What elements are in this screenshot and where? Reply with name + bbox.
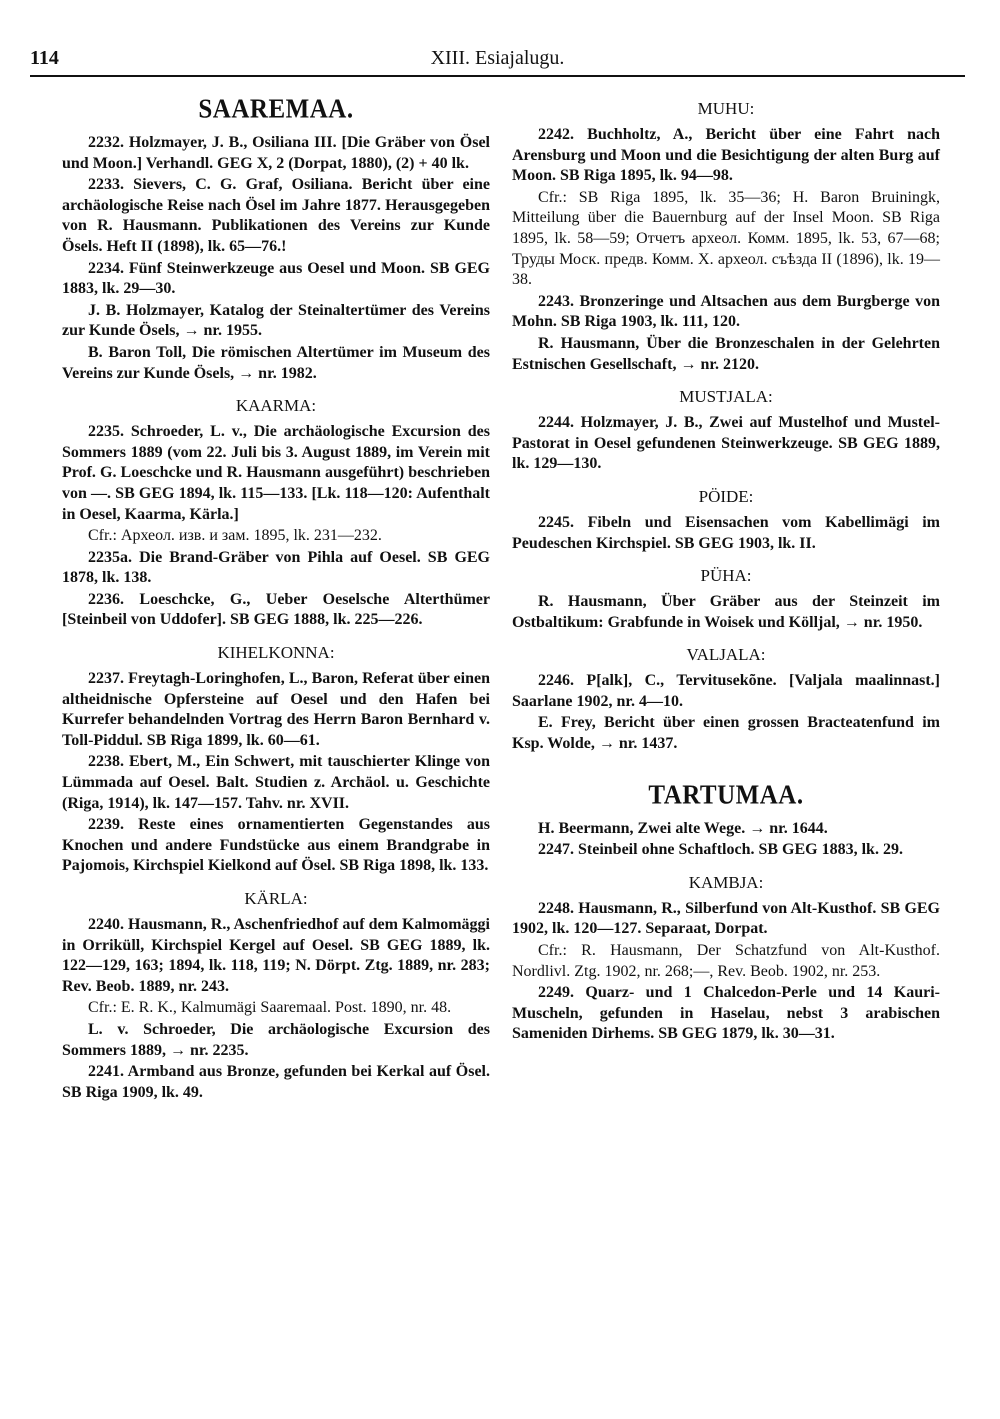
parish-heading: PÖIDE: [698, 486, 754, 506]
parish-heading: MUHU: [697, 99, 755, 118]
parish-heading: MUSTJALA: [679, 387, 773, 407]
bibliography-entry: L. v. Schroeder, Die archäologische Excursion des Sommers 1889, → nr. 2235. [62, 1020, 490, 1059]
region-heading: SAAREMAA. [198, 94, 354, 125]
region-heading: TARTUMAA. [648, 780, 804, 810]
bibliography-entry: 2240. Hausmann, R., Aschenfriedhof auf dem Kalmomäggi in Orriküll, Kirchspiel Kergel auf Oesel. SB GEG 1889, lk. 122—129, 163; 1894, lk. 118, 119; N. Dörpt. Ztg. 1889, nr. 283; Rev. Beob. 1889, nr. 243. [62, 916, 490, 995]
bibliography-entry: 2238. Ebert, M., Ein Schwert, mit tauschierter Klinge von Lümmada auf Oesel. Balt. Studien z. Archäol. u. Geschichte (Riga, 1914), lk. 147—157. Tahv. nr. XVII. [62, 753, 490, 812]
bibliography-entry: 2248. Hausmann, R., Silberfund von Alt-Kusthof. SB GEG 1902, lk. 120—127. Separaat, Dorpat. [512, 899, 940, 938]
bibliography-entry: Cfr.: E. R. K., Kalmumägi Saaremaal. Post. 1890, nr. 48. [88, 999, 452, 1017]
bibliography-entry: 2234. Fünf Steinwerkzeuge aus Oesel und Moon. SB GEG 1883, lk. 29—30. [62, 259, 490, 298]
bibliography-entry: 2243. Bronzeringe und Altsachen aus dem Burgberge von Mohn. SB Riga 1903, lk. 111, 120. [512, 292, 940, 331]
bibliography-entry: B. Baron Toll, Die römischen Altertümer im Museum des Vereins zur Kunde Ösels, → nr. 1982. [62, 343, 490, 382]
page-number: 114 [30, 47, 59, 69]
running-header [30, 47, 965, 73]
parish-heading: KIHELKONNA: [217, 643, 335, 663]
bibliography-entry: 2235a. Die Brand-Gräber von Pihla auf Oesel. SB GEG 1878, lk. 138. [62, 548, 490, 587]
parish-heading: VALJALA: [686, 645, 766, 665]
bibliography-entry: Cfr.: SB Riga 1895, lk. 35—36; H. Baron Bruiningk, Mitteilung über die Bauernburg auf der Insel Moon. SB Riga 1895, lk. 58—59; Отчетъ археол. Комм. 1895, lk. 53, 67—68; Труды Моск. предв. Комм. X. археол. съѣзда II (1896), lk. 19—38. [512, 188, 940, 289]
bibliography-entry: R. Hausmann, Über die Bronzeschalen in der Gelehrten Estnischen Gesellschaft, → nr. 2120. [512, 334, 940, 373]
bibliography-entry: 2236. Loeschcke, G., Ueber Oeselsche Alterthümer [Steinbeil von Uddofer]. SB GEG 1888, lk. 225—226. [62, 590, 490, 629]
bibliography-entry: 2247. Steinbeil ohne Schaftloch. SB GEG 1883, lk. 29. [538, 841, 903, 859]
bibliography-entry: 2244. Holzmayer, J. B., Zwei auf Mustelhof und Mustel-Pastorat in Oesel gefundenen Steinwerkzeuge. SB GEG 1889, lk. 129—130. [512, 414, 940, 473]
bibliography-entry: 2237. Freytagh-Loringhofen, L., Baron, Referat über einen altheidnische Opfersteine auf Oesel und den Hafen bei Kurrefer behandelnden Vortrag des Herrn Baron Bernhard v. Toll-Piddul. SB Riga 1899, lk. 60—61. [62, 670, 490, 749]
bibliography-entry: 2249. Quarz- und 1 Chalcedon-Perle und 14 Kauri-Muscheln, gefunden in Haselau, nebst 3 arabischen Sameniden Dirhems. SB GEG 1879, lk. 30—31. [512, 984, 940, 1043]
right-column [512, 95, 940, 1045]
header-rule [30, 75, 965, 77]
bibliography-entry: J. B. Holzmayer, Katalog der Steinaltertümer des Vereins zur Kunde Ösels, → nr. 1955. [62, 301, 490, 340]
parish-heading: PÜHA: [700, 566, 752, 586]
running-title: XIII. Esiajalugu. [430, 47, 565, 69]
parish-heading: KAARMA: [235, 396, 317, 416]
bibliography-entry: 2235. Schroeder, L. v., Die archäologische Excursion des Sommers 1889 (vom 22. Juli bis 3. August 1889, im Verein mit Prof. G. Loeschcke und R. Hausmann ausgeführt) beschrieben von —. SB GEG 1894, lk. 115—133. [Lk. 118—120: Aufenthalt in Oesel, Kaarma, Kärla.] [62, 423, 490, 523]
parish-heading: KÄRLA: [244, 889, 308, 908]
bibliography-entry: 2233. Sievers, C. G. Graf, Osiliana. Bericht über eine archäologische Reise nach Ösel im Jahre 1877. Herausgegeben von R. Hausmann. Publikationen des Vereins zur Kunde Ösels. Heft II (1898), lk. 65—76.! [62, 176, 490, 255]
bibliography-entry: 2232. Holzmayer, J. B., Osiliana III. [Die Gräber von Ösel und Moon.] Verhandl. GEG X, 2 (Dorpat, 1880), (2) + 40 lk. [62, 134, 490, 172]
bibliography-entry: Cfr.: R. Hausmann, Der Schatzfund von Alt-Kusthof. Nordlivl. Ztg. 1902, nr. 268;—, Rev. Beob. 1902, nr. 253. [512, 942, 940, 980]
parish-heading: KAMBJA: [688, 872, 764, 892]
left-column [62, 95, 490, 1103]
bibliography-entry: R. Hausmann, Über Gräber aus der Steinzeit im Ostbaltikum: Grabfunde in Woisek und Kölljal, → nr. 1950. [512, 593, 940, 631]
bibliography-entry: 2241. Armband aus Bronze, gefunden bei Kerkal auf Ösel. SB Riga 1909, lk. 49. [62, 1063, 490, 1101]
bibliography-entry: 2239. Reste eines ornamentierten Gegenstandes aus Knochen und andere Fundstücke aus einem Brandgrabe in Pajomois, Kirchspiel Kielkond auf Ösel. SB Riga 1898, lk. 133. [62, 816, 490, 875]
bibliography-entry: 2242. Buchholtz, A., Bericht über eine Fahrt nach Arensburg und Moon und die Besichtigung der alten Burg auf Moon. SB Riga 1895, lk. 94—98. [512, 126, 940, 185]
bibliography-entry: Cfr.: Археол. изв. и зам. 1895, lk. 231—232. [88, 527, 382, 545]
bibliography-entry: E. Frey, Bericht über einen grossen Bracteatenfund im Ksp. Wolde, → nr. 1437. [512, 714, 940, 753]
bibliography-entry: 2245. Fibeln und Eisensachen vom Kabellimägi im Peudeschen Kirchspiel. SB GEG 1903, lk. II. [512, 513, 940, 552]
bibliography-entry: 2246. P[alk], C., Tervitusekõne. [Valjala maalinnast.] Saarlane 1902, nr. 4—10. [512, 672, 940, 710]
bibliography-entry: H. Beermann, Zwei alte Wege. → nr. 1644. [538, 819, 828, 837]
